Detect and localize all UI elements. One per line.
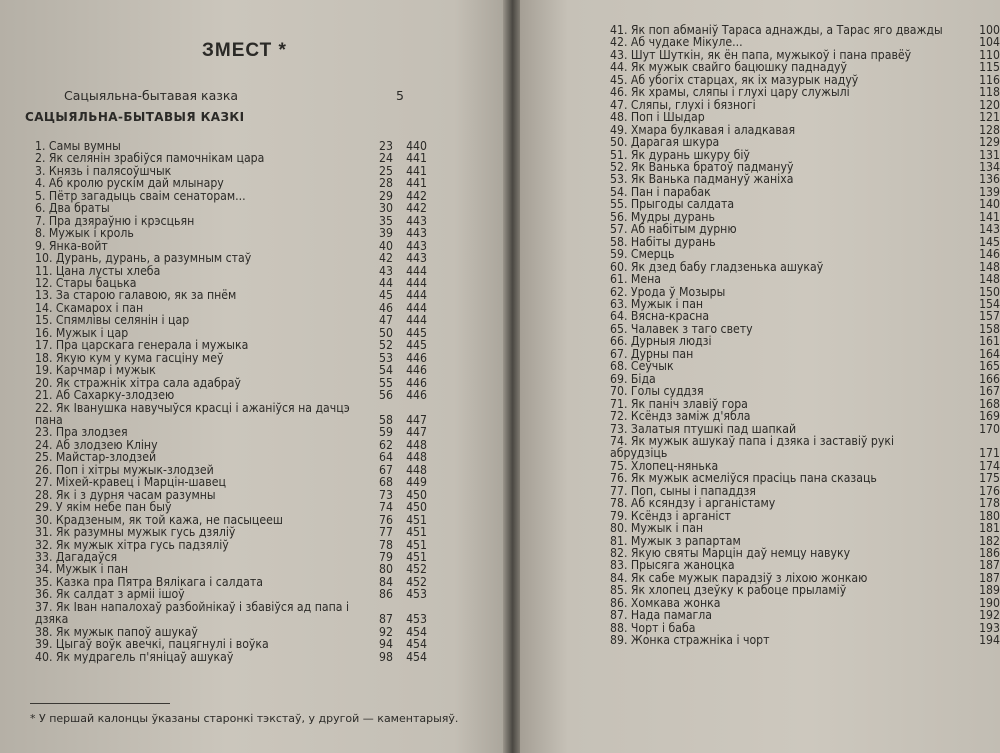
toc-entry-text-page: 187	[979, 570, 1000, 585]
toc-entry-title: 17. Пра царскага генерала і мужыка	[35, 338, 249, 353]
toc-entry	[35, 601, 435, 626]
toc-entry-title: 40. Як мудрагель п'яніцаў ашукаў	[35, 649, 234, 664]
toc-entry	[35, 389, 435, 401]
toc-entry-title: 13. За старою галавою, як за пнём	[35, 288, 237, 303]
toc-entry-text-page: 140	[979, 197, 1000, 212]
toc-entry-text-page: 67	[379, 462, 393, 477]
toc-entry-text-page: 29	[379, 188, 393, 203]
toc-entry	[35, 426, 435, 438]
page-title: ЗМЕСТ *	[202, 40, 287, 61]
toc-entry-title: 30. Крадзеным, як той кажа, не пасыцееш	[35, 512, 283, 527]
toc-entry-title: 23. Пра злодзея	[35, 425, 128, 440]
toc-entry-comment-page: 443	[406, 213, 427, 228]
toc-entry-title: 16. Мужык і цар	[35, 325, 129, 340]
toc-entry-text-page: 189	[979, 583, 1000, 598]
toc-entry-comment-page: 446	[406, 375, 427, 390]
toc-entry-title: 86. Хомкава жонка	[610, 595, 721, 610]
toc-entry-title: 35. Казка пра Пятра Вялікага і салдата	[35, 574, 263, 589]
toc-entry-title: 89. Жонка стражніка і чорт	[610, 633, 770, 648]
toc-entry	[610, 223, 1000, 235]
toc-entry-text-page: 68	[379, 475, 393, 490]
toc-entry-title: 28. Як і з дурня часам разумны	[35, 487, 216, 502]
toc-entry-title: 50. Дарагая шкура	[610, 135, 720, 150]
toc-entry-title: 74. Як мужык ашукаў папа і дзяка і заставіў рукі абрудзіць	[610, 433, 895, 461]
toc-entry-title: 73. Залатыя птушкі пад шапкай	[610, 421, 797, 436]
toc-entry-text-page: 194	[979, 633, 1000, 648]
toc-entry	[610, 584, 1000, 596]
toc-entry-comment-page: 442	[406, 201, 427, 216]
toc-entry-text-page: 176	[979, 483, 1000, 498]
toc-entry-text-page: 110	[979, 47, 1000, 62]
toc-entry-title: 47. Сляпы, глухі і бязногі	[610, 97, 756, 112]
toc-entry-title: 33. Дагадаўся	[35, 549, 118, 564]
toc-entry-title: 15. Спямлівы селянін і цар	[35, 313, 190, 328]
toc-entry-title: 20. Як стражнік хітра сала адабраў	[35, 375, 241, 390]
toc-entry-text-page: 62	[379, 437, 393, 452]
toc-entry-title: 52. Як Ванька братоў падмануў	[610, 159, 794, 174]
toc-entry	[35, 402, 435, 427]
toc-entry-comment-page: 454	[406, 624, 427, 639]
toc-entry-text-page: 84	[379, 574, 393, 589]
toc-entry-title: 75. Хлопец-нянька	[610, 458, 719, 473]
toc-entry-text-page: 139	[979, 184, 1000, 199]
toc-entry-text-page: 128	[979, 122, 1000, 137]
toc-entry	[610, 61, 1000, 73]
toc-entry-comment-page: 446	[406, 388, 427, 403]
toc-entry-title: 24. Аб злодзею Кліну	[35, 437, 158, 452]
toc-entry-title: 25. Майстар-злодзей	[35, 450, 157, 465]
toc-entry-text-page: 73	[379, 487, 393, 502]
toc-entry	[35, 314, 435, 326]
toc-entry-text-page: 129	[979, 135, 1000, 150]
toc-entry-title: 85. Як хлопец дзеўку к рабоце прыламіў	[610, 583, 847, 598]
toc-entry-comment-page: 441	[406, 151, 427, 166]
toc-entry-text-page: 164	[979, 346, 1000, 361]
footnote: * У першай калонцы ўказаны старонкі тэкстаў, у другой — каментарыяў.	[30, 712, 459, 725]
toc-entry-comment-page: 443	[406, 251, 427, 266]
toc-entry	[35, 451, 435, 463]
toc-entry-title: 4. Аб кролю рускім дай млынару	[35, 176, 224, 191]
toc-entry-comment-page: 446	[406, 350, 427, 365]
toc-entry-text-page: 52	[379, 338, 393, 353]
toc-entry-title: 14. Скамарох і пан	[35, 300, 144, 315]
toc-entry-text-page: 40	[379, 238, 393, 253]
toc-entry-comment-page: 444	[406, 263, 427, 278]
toc-entry-title: 45. Аб убогіх старцах, як іх мазурык надуў	[610, 72, 859, 87]
toc-entry-title: 72. Ксёндз заміж д'ябла	[610, 409, 751, 424]
toc-entry-text-page: 87	[379, 612, 393, 627]
toc-entry-title: 69. Біда	[610, 371, 656, 386]
toc-entry-title: 80. Мужык і пан	[610, 521, 704, 536]
toc-entry-comment-page: 448	[406, 462, 427, 477]
toc-entry	[610, 522, 1000, 534]
toc-entry-title: 10. Дурань, дурань, а разумным стаў	[35, 251, 252, 266]
toc-entry-title: 9. Янка-войт	[35, 238, 108, 253]
toc-entry-title: 29. У якім небе пан быў	[35, 500, 172, 515]
toc-entry-title: 53. Як Ванька падмануў жаніха	[610, 172, 794, 187]
toc-entry-text-page: 50	[379, 325, 393, 340]
toc-entry-title: 26. Поп і хітры мужык-злодзей	[35, 462, 214, 477]
toc-entry-text-page: 120	[979, 97, 1000, 112]
toc-entry-comment-page: 453	[406, 612, 427, 627]
toc-entry-text-page: 165	[979, 359, 1000, 374]
toc-entry-title: 66. Дурныя людзі	[610, 334, 712, 349]
toc-entry-text-page: 168	[979, 396, 1000, 411]
toc-entry-title: 22. Як Іванушка навучыўся красці і ажаніўся на дачцэ пана	[35, 400, 350, 427]
toc-entry-text-page: 43	[379, 263, 393, 278]
toc-entry	[610, 435, 1000, 460]
toc-entry-text-page: 157	[979, 309, 1000, 324]
toc-entry	[35, 364, 435, 376]
toc-entry-text-page: 47	[379, 313, 393, 328]
toc-entry-comment-page: 449	[406, 475, 427, 490]
intro-entry-label: Сацыяльна-бытавая казка	[64, 88, 239, 103]
toc-entry-comment-page: 451	[406, 537, 427, 552]
toc-entry-text-page: 74	[379, 500, 393, 515]
toc-entry	[35, 476, 435, 488]
toc-entry-text-page: 80	[379, 562, 393, 577]
toc-entry-comment-page: 451	[406, 512, 427, 527]
toc-entry-text-page: 64	[379, 450, 393, 465]
toc-entry-comment-page: 441	[406, 176, 427, 191]
toc-entry-title: 19. Карчмар і мужык	[35, 363, 156, 378]
toc-entry-text-page: 136	[979, 172, 1000, 187]
toc-entry-comment-page: 441	[406, 163, 427, 178]
toc-entry-title: 7. Пра дзяраўню і крэсцьян	[35, 213, 195, 228]
toc-entry	[35, 501, 435, 513]
toc-entry-title: 51. Як дурань шкуру біў	[610, 147, 750, 162]
toc-entry-title: 8. Мужык і кроль	[35, 226, 134, 241]
toc-entry-text-page: 46	[379, 300, 393, 315]
toc-entry	[35, 177, 435, 189]
toc-entry-text-page: 39	[379, 226, 393, 241]
toc-entry-text-page: 148	[979, 272, 1000, 287]
toc-entry-title: 36. Як салдат з арміі ішоў	[35, 587, 185, 602]
toc-entry-text-page: 178	[979, 496, 1000, 511]
toc-entry	[610, 111, 1000, 123]
toc-entry-comment-page: 447	[406, 425, 427, 440]
toc-entry-comment-page: 446	[406, 363, 427, 378]
toc-entry-text-page: 182	[979, 533, 1000, 548]
toc-entry	[35, 202, 435, 214]
toc-entry-text-page: 167	[979, 384, 1000, 399]
toc-entry-comment-page: 447	[406, 412, 427, 427]
toc-entry-title: 42. Аб чудаке Мікуле...	[610, 35, 743, 50]
toc-entry-text-page: 25	[379, 163, 393, 178]
footnote-divider	[30, 703, 170, 704]
toc-entry-comment-page: 454	[406, 637, 427, 652]
toc-entry-title: 71. Як паніч злавіў гора	[610, 396, 748, 411]
toc-entry-text-page: 181	[979, 521, 1000, 536]
toc-entry-comment-page: 448	[406, 450, 427, 465]
toc-entry	[610, 261, 1000, 273]
toc-entry-title: 37. Як Іван напалохаў разбойнікаў і збавіўся ад папа і дзяка	[35, 599, 350, 627]
toc-entry	[35, 638, 435, 650]
toc-entry-title: 44. Як мужык свайго бацюшку паднадуў	[610, 60, 848, 75]
toc-entry-title: 56. Мудры дурань	[610, 209, 715, 224]
toc-entry-text-page: 86	[379, 587, 393, 602]
intro-entry-page: 5	[396, 88, 404, 103]
toc-entry	[610, 198, 1000, 210]
toc-entry-title: 6. Два браты	[35, 201, 110, 216]
toc-entry-text-page: 186	[979, 546, 1000, 561]
toc-entry-title: 62. Урода ў Мозыры	[610, 284, 726, 299]
toc-entry-text-page: 44	[379, 275, 393, 290]
toc-entry-title: 49. Хмара булкавая і аладкавая	[610, 122, 796, 137]
toc-entry	[610, 385, 1000, 397]
toc-entry	[610, 410, 1000, 422]
toc-entry-text-page: 148	[979, 259, 1000, 274]
toc-entry	[35, 339, 435, 351]
toc-entry-text-page: 170	[979, 421, 1000, 436]
toc-entry-text-page: 193	[979, 620, 1000, 635]
toc-entry	[35, 651, 435, 663]
toc-entry-text-page: 45	[379, 288, 393, 303]
toc-entry-title: 2. Як селянін зрабіўся памочнікам цара	[35, 151, 265, 166]
toc-entry	[35, 526, 435, 538]
toc-entry-text-page: 56	[379, 388, 393, 403]
toc-entry-comment-page: 445	[406, 338, 427, 353]
toc-entry-title: 1. Самы вумны	[35, 139, 121, 153]
toc-entry-text-page: 54	[379, 363, 393, 378]
toc-entry	[610, 472, 1000, 484]
toc-entry-text-page: 94	[379, 637, 393, 652]
toc-entry-comment-page: 448	[406, 437, 427, 452]
toc-entry-comment-page: 451	[406, 525, 427, 540]
toc-entry-title: 68. Сеўчык	[610, 359, 674, 374]
toc-entry-text-page: 146	[979, 247, 1000, 262]
toc-entry	[610, 310, 1000, 322]
toc-entry-title: 55. Прыгоды салдата	[610, 197, 735, 212]
toc-entry-text-page: 24	[379, 151, 393, 166]
toc-entry-title: 43. Шут Шуткін, як ён папа, мужыкоў і пана правёў	[610, 47, 912, 62]
toc-entry	[35, 227, 435, 239]
toc-entry-title: 77. Поп, сыны і пападдзя	[610, 483, 756, 498]
toc-entry-comment-page: 443	[406, 238, 427, 253]
toc-entry-comment-page: 444	[406, 288, 427, 303]
toc-entry-text-page: 174	[979, 458, 1000, 473]
toc-entry-title: 79. Ксёндз і арганіст	[610, 508, 731, 523]
toc-entry-title: 27. Міхей-кравец і Марцін-шавец	[35, 475, 226, 490]
toc-entry-comment-page: 454	[406, 649, 427, 664]
toc-entry	[610, 248, 1000, 260]
toc-entry	[610, 360, 1000, 372]
toc-entry-text-page: 161	[979, 334, 1000, 349]
toc-entry-title: 87. Нада памагла	[610, 608, 713, 623]
toc-entry-text-page: 145	[979, 234, 1000, 249]
toc-entry-text-page: 79	[379, 549, 393, 564]
toc-entry-text-page: 143	[979, 222, 1000, 237]
toc-entry-comment-page: 451	[406, 549, 427, 564]
toc-entry-title: 48. Поп і Шыдар	[610, 110, 705, 125]
toc-entry	[35, 588, 435, 600]
toc-entry-text-page: 131	[979, 147, 1000, 162]
toc-entry-text-page: 154	[979, 296, 1000, 311]
toc-entry-text-page: 134	[979, 159, 1000, 174]
toc-entry-comment-page: 450	[406, 487, 427, 502]
toc-entry-comment-page: 444	[406, 313, 427, 328]
toc-entry-title: 3. Князь і палясоўшчык	[35, 163, 172, 178]
toc-entry-title: 64. Вясна-красна	[610, 309, 710, 324]
toc-entry	[610, 86, 1000, 98]
toc-entry-text-page: 53	[379, 350, 393, 365]
toc-entry-comment-page: 450	[406, 500, 427, 515]
toc-entry-title: 59. Смерць	[610, 247, 675, 262]
toc-entry-text-page: 104	[979, 35, 1000, 50]
toc-entry-text-page: 190	[979, 595, 1000, 610]
toc-entry	[35, 252, 435, 264]
toc-entry-title: 81. Мужык з рапартам	[610, 533, 741, 548]
toc-entry-text-page: 30	[379, 201, 393, 216]
toc-entry-title: 60. Як дзед бабу гладзенька ашукаў	[610, 259, 824, 274]
toc-entry-comment-page: 452	[406, 562, 427, 577]
toc-entry-text-page: 180	[979, 508, 1000, 523]
toc-entry	[610, 497, 1000, 509]
toc-entry-comment-page: 443	[406, 226, 427, 241]
intro-entry	[64, 88, 404, 103]
toc-entry-text-page: 92	[379, 624, 393, 639]
toc-entry-text-page: 115	[979, 60, 1000, 75]
toc-entry-title: 88. Чорт і баба	[610, 620, 696, 635]
toc-list-right	[610, 24, 1000, 647]
toc-entry-title: 78. Аб ксяндзу і арганістаму	[610, 496, 776, 511]
toc-entry-title: 84. Як сабе мужык парадзіў з ліхою жонкаю	[610, 570, 868, 585]
toc-entry-comment-page: 452	[406, 574, 427, 589]
toc-entry-comment-page: 453	[406, 587, 427, 602]
toc-entry-text-page: 58	[379, 412, 393, 427]
toc-entry-text-page: 77	[379, 525, 393, 540]
toc-entry-comment-page: 445	[406, 325, 427, 340]
toc-entry-text-page: 187	[979, 558, 1000, 573]
toc-entry-text-page: 55	[379, 375, 393, 390]
toc-entry	[610, 136, 1000, 148]
toc-entry-text-page: 42	[379, 251, 393, 266]
toc-entry-title: 18. Якую кум у кума гасціну меў	[35, 350, 224, 365]
toc-entry-text-page: 118	[979, 85, 1000, 100]
toc-entry-text-page: 171	[979, 446, 1000, 461]
toc-entry-title: 67. Дурны пан	[610, 346, 694, 361]
toc-entry-text-page: 150	[979, 284, 1000, 299]
toc-entry-title: 21. Аб Сахарку-злодзею	[35, 388, 175, 403]
toc-entry-title: 41. Як поп абманіў Тараса аднажды, а Тарас яго дважды	[610, 23, 943, 37]
toc-entry-title: 70. Голы суддзя	[610, 384, 704, 399]
toc-entry-comment-page: 442	[406, 188, 427, 203]
toc-entry-title: 34. Мужык і пан	[35, 562, 129, 577]
toc-entry-text-page: 121	[979, 110, 1000, 125]
toc-entry-title: 54. Пан і парабак	[610, 184, 711, 199]
toc-entry-text-page: 166	[979, 371, 1000, 386]
toc-entry-text-page: 175	[979, 471, 1000, 486]
toc-entry-text-page: 98	[379, 649, 393, 664]
toc-entry-title: 5. Пётр загадыць сваім сенаторам...	[35, 188, 246, 203]
toc-entry-text-page: 59	[379, 425, 393, 440]
toc-entry-title: 39. Цыгаў воўк авечкі, пацягнулі і воўка	[35, 637, 269, 652]
toc-entry-title: 31. Як разумны мужык гусь дзяліў	[35, 525, 236, 540]
toc-entry-text-page: 116	[979, 72, 1000, 87]
toc-entry-title: 82. Якую святы Марцін даў немцу навуку	[610, 546, 851, 561]
section-title: САЦЫЯЛЬНА-БЫТАВЫЯ КАЗКІ	[25, 110, 245, 124]
toc-entry-text-page: 192	[979, 608, 1000, 623]
toc-entry-text-page: 141	[979, 209, 1000, 224]
toc-entry	[610, 273, 1000, 285]
toc-entry-title: 63. Мужык і пан	[610, 296, 704, 311]
toc-entry-comment-page: 440	[406, 139, 427, 153]
toc-entry-title: 38. Як мужык папоў ашукаў	[35, 624, 198, 639]
toc-entry	[610, 609, 1000, 621]
toc-entry-comment-page: 444	[406, 300, 427, 315]
toc-entry-title: 12. Стары бацька	[35, 275, 137, 290]
toc-entry-title: 61. Мена	[610, 272, 662, 287]
toc-entry-title: 46. Як храмы, сляпы і глухі цару служылі	[610, 85, 850, 100]
toc-entry	[35, 563, 435, 575]
toc-entry-title: 57. Аб набітым дурню	[610, 222, 737, 237]
toc-entry-text-page: 23	[379, 139, 393, 153]
toc-entry-text-page: 28	[379, 176, 393, 191]
toc-entry-text-page: 169	[979, 409, 1000, 424]
toc-entry-text-page: 76	[379, 512, 393, 527]
toc-list-left	[35, 140, 435, 663]
toc-entry-comment-page: 444	[406, 275, 427, 290]
toc-entry-title: 83. Прысяга жаноцка	[610, 558, 735, 573]
toc-entry	[610, 335, 1000, 347]
toc-entry-text-page: 78	[379, 537, 393, 552]
toc-entry-title: 58. Набіты дурань	[610, 234, 716, 249]
toc-entry-text-page: 158	[979, 321, 1000, 336]
toc-entry-title: 32. Як мужык хітра гусь падзяліў	[35, 537, 229, 552]
toc-entry-title: 76. Як мужык асмеліўся прасіць пана сказаць	[610, 471, 877, 486]
toc-entry-title: 65. Чалавек з таго свету	[610, 321, 753, 336]
toc-entry-text-page: 100	[979, 23, 1000, 37]
toc-entry	[610, 634, 1000, 646]
toc-entry-title: 11. Цана лусты хлеба	[35, 263, 161, 278]
toc-entry-text-page: 35	[379, 213, 393, 228]
